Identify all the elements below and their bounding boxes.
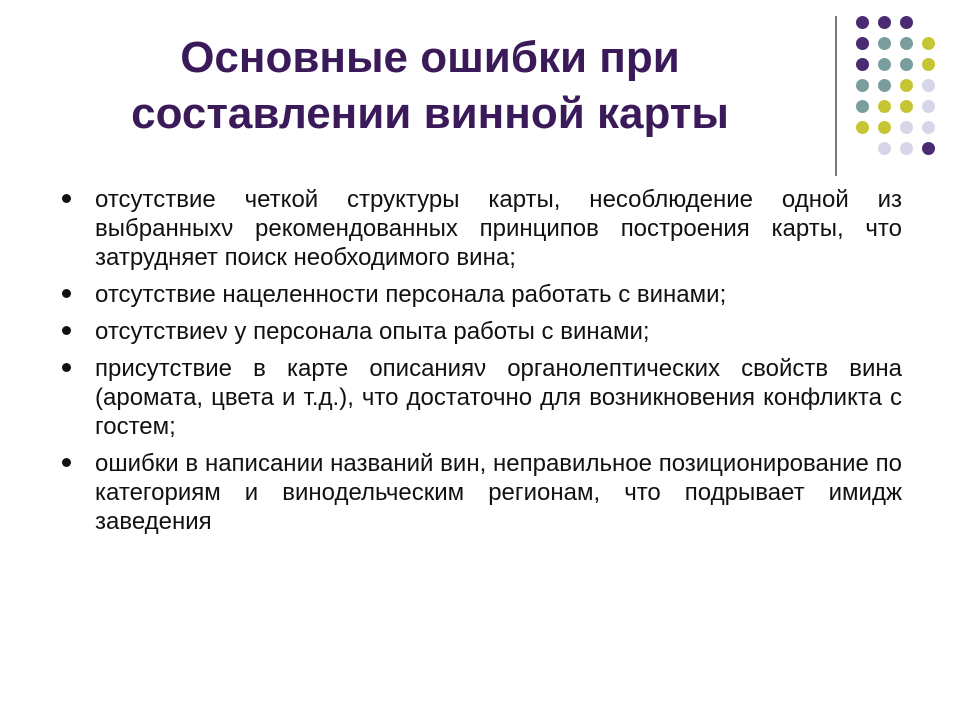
decorative-dot — [922, 58, 935, 71]
decorative-dot-grid — [0, 0, 960, 160]
bullet-text: отсутствиеν у персонала опыта работы с винами; — [95, 318, 650, 345]
decorative-dot — [900, 58, 913, 71]
decorative-dot — [900, 142, 913, 155]
bullet-item — [60, 280, 902, 309]
decorative-dot — [922, 79, 935, 92]
bullet-text: присутствие в карте описанияν органолептических свойств вина (аромата, цвета и т.д.), что достаточно для возникновения конфликта с гостем; — [95, 355, 902, 440]
decorative-dot — [878, 79, 891, 92]
bullet-item — [60, 317, 902, 346]
decorative-dot — [878, 100, 891, 113]
decorative-dot — [878, 58, 891, 71]
bullet-icon — [62, 458, 71, 467]
decorative-dot — [856, 58, 869, 71]
decorative-dot — [922, 121, 935, 134]
bullet-icon — [62, 289, 71, 298]
decorative-dot — [900, 100, 913, 113]
slide-title-line-1: Основные ошибки при — [180, 33, 680, 82]
decorative-dot — [856, 100, 869, 113]
decorative-dot — [878, 142, 891, 155]
decorative-dot — [900, 121, 913, 134]
bullet-list — [60, 185, 902, 544]
decorative-dot — [856, 16, 869, 29]
decorative-dot — [900, 79, 913, 92]
bullet-icon — [62, 326, 71, 335]
bullet-text: ошибки в написании названий вин, неправильное позиционирование по категориям и винодельческим регионам, что подрывает имидж заведения — [95, 450, 902, 535]
bullet-item — [60, 354, 902, 441]
decorative-dot — [922, 142, 935, 155]
decorative-dot — [922, 100, 935, 113]
bullet-text: отсутствие нацеленности персонала работать с винами; — [95, 281, 727, 308]
bullet-icon — [62, 194, 71, 203]
bullet-text: отсутствие четкой структуры карты, несоблюдение одной из выбранныхν рекомендованных принципов построения карты, что затрудняет поиск необходимого вина; — [95, 186, 902, 271]
decorative-dot — [878, 16, 891, 29]
decorative-dot — [856, 121, 869, 134]
bullet-item — [60, 185, 902, 272]
decorative-dot — [878, 121, 891, 134]
bullet-icon — [62, 363, 71, 372]
decorative-dot — [900, 16, 913, 29]
decorative-dot — [856, 79, 869, 92]
decorative-dot — [922, 37, 935, 50]
decorative-dot — [900, 37, 913, 50]
decorative-dot — [878, 37, 891, 50]
slide-title-line-2: составлении винной карты — [131, 89, 729, 138]
bullet-item — [60, 449, 902, 536]
decorative-dot — [856, 37, 869, 50]
